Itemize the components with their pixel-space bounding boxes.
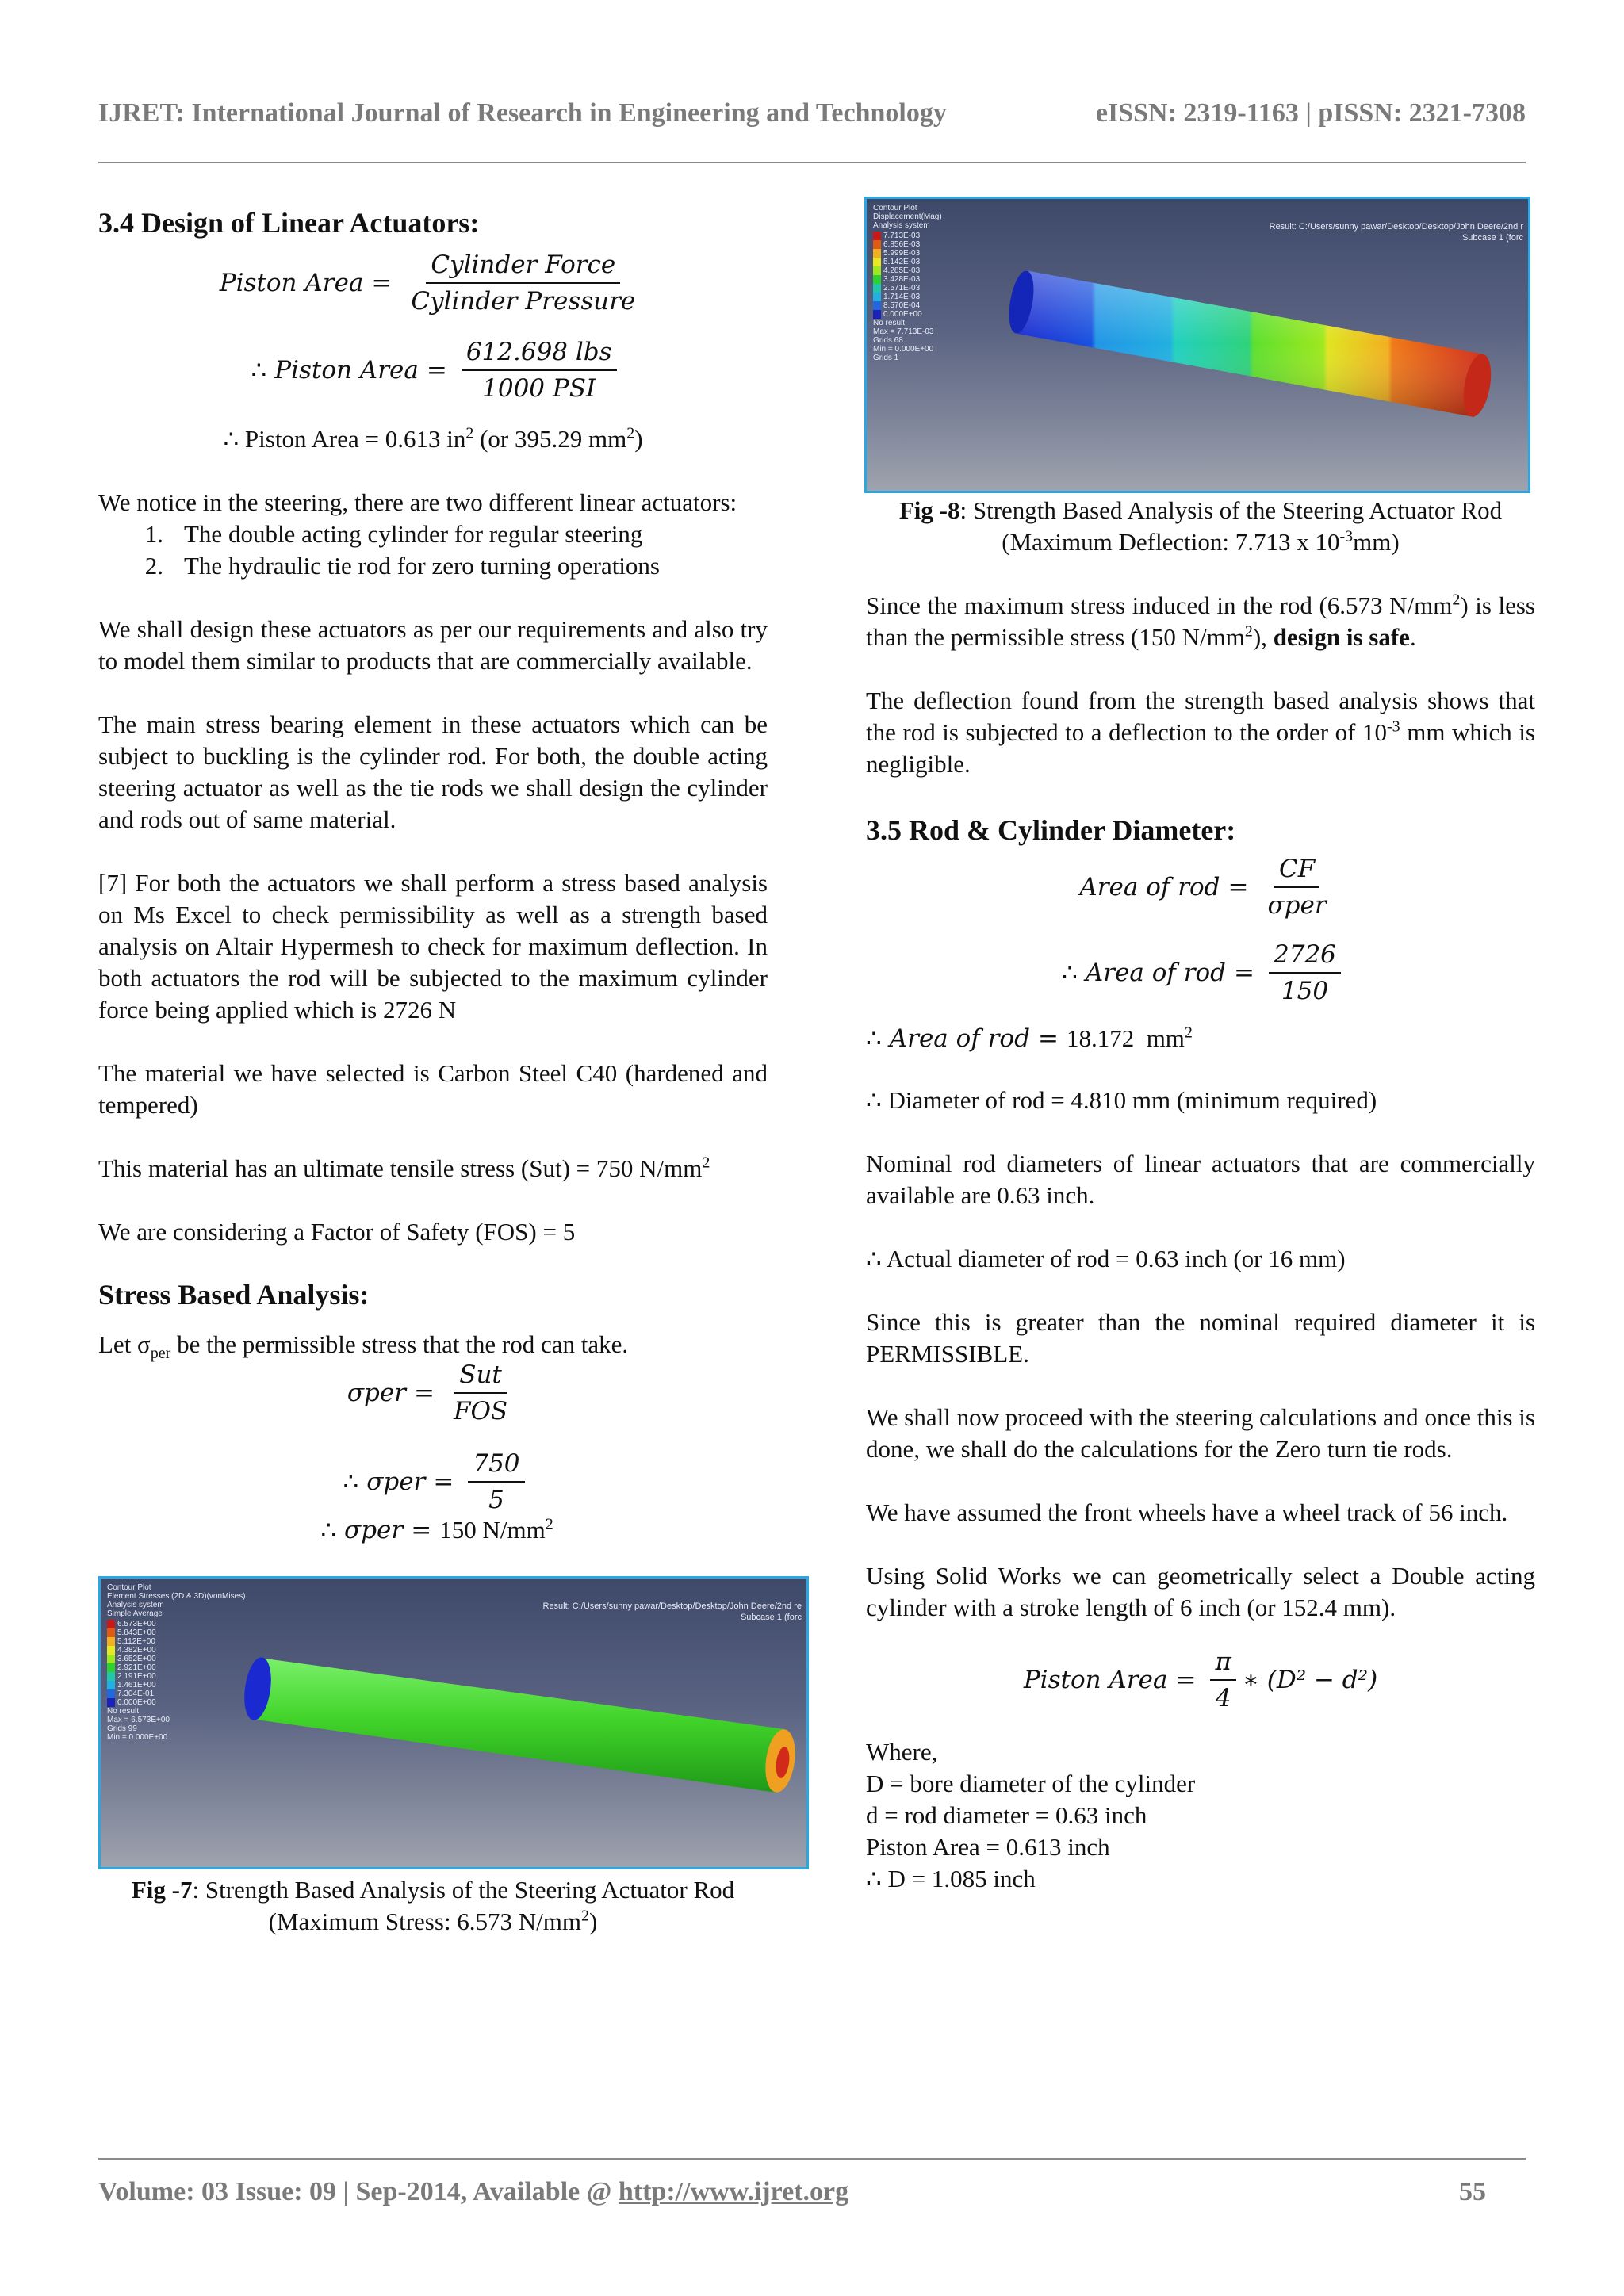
eq-rhs <box>1067 1024 1193 1053</box>
equation-piston-area-values <box>98 338 768 403</box>
caption-text: : Strength Based Analysis of the Steering Actuator Rod (Maximum Stress: 6.573 N/mm <box>192 1876 735 1935</box>
eq-lhs: Piston Area <box>1023 1666 1168 1694</box>
figure-7-stress-contour <box>98 1576 809 1869</box>
paragraph: Since this is greater than the nominal required diameter it is PERMISSIBLE. <box>866 1308 1535 1368</box>
eq-lhs: Piston Area <box>274 356 419 385</box>
caption-label: Fig -8 <box>898 496 960 524</box>
paragraph <box>866 685 1535 780</box>
legend-value: 5.999E-03 <box>883 249 921 258</box>
eq-fraction <box>1263 855 1331 920</box>
result-text: Result: C:/Users/sunny pawar/Desktop/Desktop/John Deere/2nd re <box>542 1601 802 1611</box>
legend-value: 3.652E+00 <box>117 1655 156 1663</box>
legend-max: Max = 6.573E+00 <box>107 1716 170 1724</box>
legend-title: Analysis system <box>107 1601 164 1609</box>
legend-value: 2.191E+00 <box>117 1672 156 1681</box>
rod-render <box>867 199 1528 491</box>
eq-lhs: σper <box>347 1379 406 1407</box>
eq-lhs: σper <box>344 1516 404 1544</box>
legend-min: Min = 0.000E+00 <box>873 345 934 354</box>
eq-denominator: 150 <box>1281 977 1329 1005</box>
footer-volume-text: Volume: 03 Issue: 09 | Sep-2014, Available @ <box>98 2177 619 2206</box>
paragraph-text: . <box>1409 623 1416 651</box>
legend-value: 5.843E+00 <box>117 1628 156 1637</box>
paragraph-text: be the permissible stress that the rod can take. <box>170 1330 629 1358</box>
eq-rhs-value: 18.172 <box>1066 1024 1135 1052</box>
legend-title: Contour Plot <box>873 204 917 212</box>
legend-title: Simple Average <box>107 1609 163 1618</box>
legend-value: 1.714E-03 <box>883 293 921 301</box>
legend-min: Min = 0.000E+00 <box>107 1733 168 1742</box>
paragraph-text: This material has an ultimate tensile stress (Sut) = 750 N/mm <box>98 1154 703 1182</box>
legend-value: 8.570E-04 <box>883 301 921 310</box>
eq-rhs <box>439 1516 553 1544</box>
equation-piston-area <box>98 251 768 316</box>
subscript: per <box>150 1345 171 1363</box>
result-text: Result: C:/Users/sunny pawar/Desktop/Desktop/John Deere/2nd r <box>1269 222 1523 232</box>
equation-area-of-rod-result <box>866 1024 1535 1053</box>
footer-rule <box>98 2158 1526 2160</box>
eq-denominator: FOS <box>453 1397 508 1425</box>
eq-numerator: Cylinder Force <box>426 251 620 284</box>
rod-render <box>101 1578 806 1867</box>
eq-numerator: CF <box>1274 855 1320 888</box>
eq-numerator: 750 <box>468 1449 524 1483</box>
superscript: 2 <box>545 1515 553 1533</box>
list-item <box>98 519 768 550</box>
figure-7-caption <box>98 1874 768 1938</box>
legend-value: 4.285E-03 <box>883 266 921 275</box>
therefore-symbol: ∴ <box>343 1468 359 1496</box>
eq-operator: = <box>433 1468 454 1496</box>
caption-text: : Strength Based Analysis of the Steering Actuator Rod (Maximum Deflection: 7.713 x 10 <box>959 496 1503 556</box>
legend-value: 6.856E-03 <box>883 240 921 249</box>
legend-value: 7.304E-01 <box>117 1689 155 1698</box>
paragraph <box>98 1329 768 1363</box>
actuator-list <box>98 519 768 582</box>
legend-value: 2.921E+00 <box>117 1663 156 1672</box>
footer-volume <box>98 2177 848 2207</box>
paragraph-text: Since the maximum stress induced in the rod (6.573 N/mm <box>866 591 1453 619</box>
where-line: ∴ D = 1.085 inch <box>866 1865 1036 1892</box>
result-text: ∴ Piston Area = 0.613 in <box>223 425 466 453</box>
subcase-text: Subcase 1 (forc <box>1461 233 1523 243</box>
paragraph: We shall now proceed with the steering calculations and once this is done, we shall do the calculations for the Zero turn tie rods. <box>866 1403 1535 1463</box>
eq-lhs: Area of rod <box>1085 959 1227 987</box>
paragraph: ∴ Actual diameter of rod = 0.63 inch (or 16 mm) <box>866 1245 1346 1272</box>
where-line: Piston Area = 0.613 inch <box>866 1833 1110 1861</box>
paragraph: We are considering a Factor of Safety (FOS) = 5 <box>98 1218 576 1246</box>
where-line: Where, <box>866 1738 938 1766</box>
eq-fraction <box>1210 1647 1235 1712</box>
eq-unit: mm <box>1146 1024 1185 1052</box>
paragraph: Using Solid Works we can geometrically select a Double acting cylinder with a stroke length of 6 inch (or 152.4 mm). <box>866 1562 1535 1621</box>
result-text: (or 395.29 mm <box>473 425 627 453</box>
superscript: 2 <box>626 424 635 442</box>
legend-value: 0.000E+00 <box>883 310 922 319</box>
where-line: d = rod diameter = 0.63 inch <box>866 1801 1147 1829</box>
caption-text: mm) <box>1353 528 1400 556</box>
right-column <box>866 197 1535 1895</box>
journal-title: IJRET: International Journal of Research in Engineering and Technology <box>98 98 947 128</box>
equation-area-of-rod <box>866 855 1535 920</box>
list-text: The double acting cylinder for regular steering <box>184 520 643 548</box>
paragraph: ∴ Diameter of rod = 4.810 mm (minimum required) <box>866 1086 1377 1114</box>
eq-fraction <box>462 338 617 403</box>
paragraph <box>866 590 1535 653</box>
legend-title: Displacement(Mag) <box>873 212 942 221</box>
paragraph-text: ), <box>1252 623 1274 651</box>
section-heading-3-4: 3.4 Design of Linear Actuators: <box>98 207 480 239</box>
paragraph: [7] For both the actuators we shall perform a stress based analysis on Ms Excel to check permissibility as well as a strength based analysis on Altair Hypermesh to check for maximum deflection. In both actuators the rod will be subjected to the maximum cylinder force being applied which is 2726 N <box>98 869 768 1024</box>
figure-8-displacement-contour <box>864 197 1530 493</box>
equation-sigma-per-result <box>98 1516 768 1544</box>
superscript: 2 <box>702 1154 710 1172</box>
eq-lhs: σper <box>366 1468 426 1496</box>
legend-title: Contour Plot <box>107 1583 151 1592</box>
equation-sigma-per-values <box>98 1449 768 1514</box>
list-item <box>98 550 768 582</box>
eq-numerator: 612.698 lbs <box>462 338 617 371</box>
subcase-text: Subcase 1 (forc <box>740 1613 802 1622</box>
eq-numerator: π <box>1210 1647 1235 1681</box>
eq-operator: = <box>414 1379 435 1407</box>
legend-value: 5.142E-03 <box>883 258 921 266</box>
list-text: The hydraulic tie rod for zero turning operations <box>184 552 660 580</box>
result-text: ) <box>634 425 643 453</box>
paragraph: Nominal rod diameters of linear actuators that are commercially available are 0.63 inch. <box>866 1150 1535 1209</box>
therefore-symbol: ∴ <box>1062 959 1078 987</box>
eq-operator: = <box>1234 959 1255 987</box>
legend-title: Element Stresses (2D & 3D)(vonMises) <box>107 1592 246 1601</box>
eq-fraction <box>1269 940 1341 1005</box>
eq-operator: = <box>1228 873 1249 901</box>
paragraph <box>98 1153 768 1184</box>
paragraph-text: Let σ <box>98 1330 151 1358</box>
emphasis: design is safe <box>1273 623 1410 651</box>
equation-sigma-per <box>98 1360 768 1425</box>
eq-operator: = <box>426 356 447 385</box>
caption-text: ) <box>589 1908 598 1935</box>
equation-area-of-rod-values <box>866 940 1535 1005</box>
legend-value: 4.382E+00 <box>117 1646 156 1655</box>
paragraph-text: ) is less than the permissible stress (150 N/mm <box>866 591 1535 651</box>
superscript: 2 <box>1452 591 1461 609</box>
superscript: 2 <box>1184 1024 1193 1042</box>
eq-denominator: σper <box>1267 891 1327 920</box>
paragraph: We notice in the steering, there are two different linear actuators: <box>98 488 737 516</box>
paragraph: The main stress bearing element in these actuators which can be subject to buckling is the cylinder rod. For both, the double acting steering actuator as well as the tie rods we shall design the cylinder and rods out of same material. <box>98 710 768 833</box>
eq-numerator: 2726 <box>1269 940 1341 974</box>
list-number: 2. <box>144 552 163 580</box>
therefore-symbol: ∴ <box>866 1024 882 1053</box>
therefore-symbol: ∴ <box>251 356 267 385</box>
paragraph: We have assumed the front wheels have a wheel track of 56 inch. <box>866 1498 1508 1526</box>
legend-max: Max = 7.713E-03 <box>873 327 934 336</box>
legend-title: Analysis system <box>873 221 930 230</box>
superscript: -3 <box>1387 718 1400 736</box>
page-number: 55 <box>1459 2177 1486 2206</box>
section-heading-stress: Stress Based Analysis: <box>98 1279 370 1311</box>
legend-grids: Grids 99 <box>107 1724 137 1733</box>
legend-no-result: No result <box>107 1707 140 1716</box>
legend-value: 6.573E+00 <box>117 1620 156 1628</box>
rod-shading <box>1017 270 1480 417</box>
eq-operator: = <box>371 269 393 297</box>
legend-grids: Grids 68 <box>873 336 903 345</box>
legend-value: 3.428E-03 <box>883 275 921 284</box>
eq-lhs: Piston Area <box>219 269 364 297</box>
legend-value: 0.000E+00 <box>117 1698 156 1707</box>
eq-denominator: 4 <box>1215 1684 1231 1712</box>
figure-8-caption <box>866 495 1535 558</box>
superscript: 2 <box>1244 622 1253 641</box>
paragraph-text: mm which is negligible. <box>866 718 1535 778</box>
superscript: 2 <box>465 424 474 442</box>
eq-denominator: Cylinder Pressure <box>411 287 636 316</box>
eq-numerator: Sut <box>454 1360 507 1394</box>
list-number: 1. <box>144 520 163 548</box>
eq-rhs-value: 150 N/mm <box>439 1516 546 1544</box>
eq-denominator: 5 <box>488 1486 504 1514</box>
header-rule <box>98 162 1526 163</box>
legend-grids: Grids 1 <box>873 354 899 362</box>
section-heading-3-5: 3.5 Rod & Cylinder Diameter: <box>866 814 1236 846</box>
eq-operator: = <box>1175 1666 1197 1694</box>
legend-value: 7.713E-03 <box>883 232 921 240</box>
eq-fraction <box>406 251 640 316</box>
legend-value: 1.461E+00 <box>117 1681 156 1689</box>
legend-value: 5.112E+00 <box>117 1637 155 1646</box>
paragraph: The material we have selected is Carbon Steel C40 (hardened and tempered) <box>98 1059 768 1119</box>
eq-lhs: Area of rod <box>889 1024 1030 1053</box>
eq-fraction <box>468 1449 524 1514</box>
therefore-symbol: ∴ <box>320 1516 337 1544</box>
eq-operator: = <box>1037 1024 1059 1053</box>
eq-denominator: 1000 PSI <box>482 374 596 403</box>
legend-value: 2.571E-03 <box>883 284 921 293</box>
left-column <box>98 198 802 1938</box>
equation-piston-area-bore <box>866 1647 1535 1712</box>
rod-body <box>256 1658 784 1793</box>
superscript: -3 <box>1339 527 1354 545</box>
eq-lhs: Area of rod <box>1079 873 1220 901</box>
superscript: 2 <box>581 1907 590 1925</box>
eq-fraction <box>449 1360 512 1425</box>
eq-operator: = <box>411 1516 432 1544</box>
piston-area-result <box>98 423 768 455</box>
paragraph-text: The deflection found from the strength based analysis shows that the rod is subjected to a deflection to the order of 10 <box>866 687 1535 746</box>
footer-link[interactable]: http://www.ijret.org <box>618 2177 849 2206</box>
where-line: D = bore diameter of the cylinder <box>866 1770 1196 1797</box>
legend-no-result: No result <box>873 319 906 327</box>
caption-label: Fig -7 <box>131 1876 193 1904</box>
issn: eISSN: 2319-1163 | pISSN: 2321-7308 <box>1095 98 1526 128</box>
paragraph: We shall design these actuators as per our requirements and also try to model them similar to products that are commercially available. <box>98 615 768 675</box>
eq-rest: ∗ (D² − d²) <box>1242 1666 1378 1694</box>
